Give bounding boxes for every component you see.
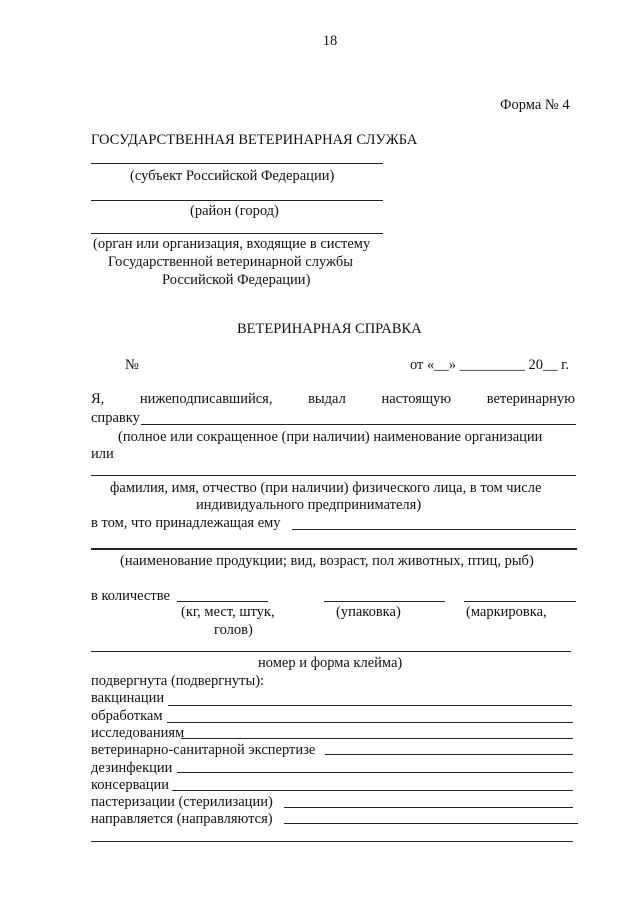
procedure-field-line[interactable] — [325, 754, 573, 755]
org-field-line[interactable] — [91, 233, 383, 234]
procedure-label: пастеризации (стерилизации) — [91, 794, 273, 810]
procedure-label: исследованиям — [91, 725, 185, 741]
stamp-caption: номер и форма клейма) — [258, 655, 403, 671]
person-caption-line-1: фамилия, имя, отчество (при наличии) физического лица, в том числе — [110, 480, 542, 496]
procedure-label: вакцинации — [91, 690, 165, 706]
units-caption-line-2: голов) — [214, 622, 253, 638]
procedure-label: консервации — [91, 777, 169, 793]
destination-extra-line[interactable] — [91, 841, 573, 842]
intro-word: настоящую — [381, 391, 452, 407]
packing-field-line[interactable] — [324, 601, 445, 602]
procedure-label: дезинфекции — [91, 760, 173, 776]
quantity-field-line[interactable] — [177, 601, 268, 602]
procedure-field-line[interactable] — [168, 705, 572, 706]
procedure-label: направляется (направляются) — [91, 811, 273, 827]
procedure-field-line[interactable] — [181, 738, 573, 739]
person-caption-line-2: индивидуального предпринимателя) — [196, 497, 422, 513]
procedure-field-line[interactable] — [177, 772, 573, 773]
district-field-line[interactable] — [91, 200, 383, 201]
form-label: Форма № 4 — [500, 97, 570, 113]
marking-field-line[interactable] — [464, 601, 576, 602]
procedure-field-line[interactable] — [284, 807, 573, 808]
date-label: от «__» _________ 20__ г. — [410, 357, 570, 373]
certificate-recipient-line[interactable] — [141, 424, 576, 425]
belongs-label: в том, что принадлежащая ему — [91, 515, 281, 531]
org-caption-line-3: Российской Федерации) — [162, 272, 311, 288]
org-name-caption: (полное или сокращенное (при наличии) наименование организации — [118, 429, 543, 445]
destination-field-line[interactable] — [284, 823, 578, 824]
procedure-label: обработкам — [91, 708, 163, 724]
subject-caption: (субъект Российской Федерации) — [130, 168, 335, 184]
service-heading: ГОСУДАРСТВЕННАЯ ВЕТЕРИНАРНАЯ СЛУЖБА — [91, 132, 418, 148]
stamp-field-line[interactable] — [91, 651, 571, 652]
marking-caption: (маркировка, — [466, 604, 547, 620]
product-caption: (наименование продукции; вид, возраст, пол животных, птиц, рыб) — [120, 553, 534, 569]
quantity-label: в количестве — [91, 588, 170, 604]
units-caption-line-1: (кг, мест, штук, — [181, 604, 275, 620]
district-caption: (район (город) — [190, 203, 279, 219]
page-number: 18 — [322, 33, 338, 49]
org-caption-line-2: Государственной ветеринарной службы — [108, 254, 353, 270]
subject-field-line[interactable] — [91, 163, 383, 164]
person-field-line[interactable] — [91, 475, 576, 476]
intro-word: Я, — [91, 391, 105, 407]
number-label: № — [125, 357, 139, 373]
document-title: ВЕТЕРИНАРНАЯ СПРАВКА — [237, 321, 422, 337]
belongs-field-line[interactable] — [292, 529, 576, 530]
or-word: или — [91, 446, 114, 462]
intro-word: выдал — [308, 391, 346, 407]
intro-word: ветеринарную — [486, 391, 575, 407]
intro-sentence — [91, 391, 575, 408]
subjected-label: подвергнута (подвергнуты): — [91, 673, 265, 689]
packing-caption: (упаковка) — [336, 604, 401, 620]
procedure-field-line[interactable] — [172, 790, 573, 791]
intro-continuation: справку — [91, 410, 140, 426]
org-caption-line-1: (орган или организация, входящие в систему — [93, 236, 371, 252]
procedure-label: ветеринарно-санитарной экспертизе — [91, 742, 316, 758]
intro-word: нижеподписавшийся, — [139, 391, 273, 407]
procedure-field-line[interactable] — [167, 722, 573, 723]
product-field-line[interactable] — [91, 548, 577, 550]
